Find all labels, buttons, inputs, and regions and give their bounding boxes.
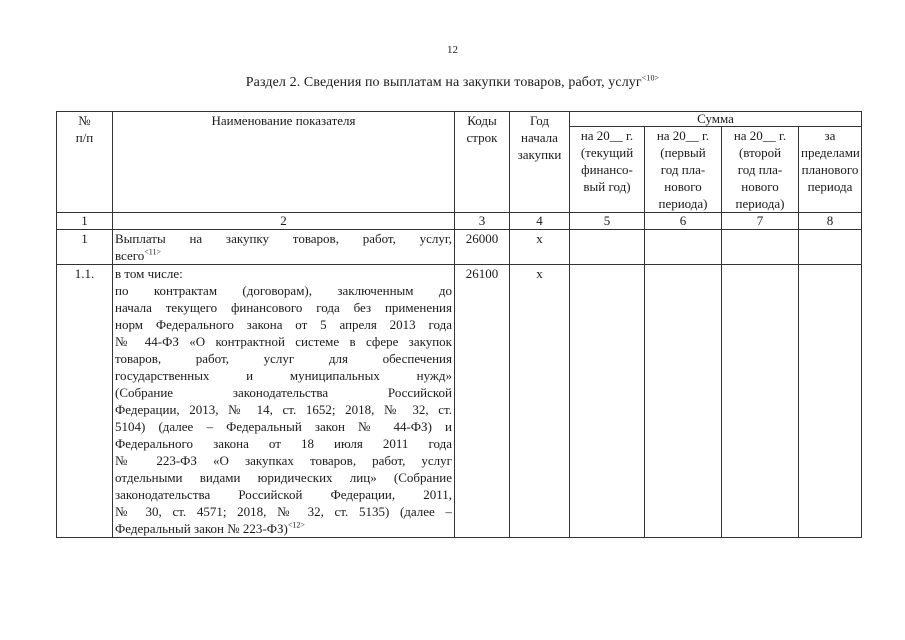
header-name: Наименование показателя <box>113 112 455 213</box>
header-beyond-plan: за пределами планового периода <box>799 127 862 213</box>
cell-first-plan-year[interactable] <box>645 230 722 265</box>
cell-beyond-plan[interactable] <box>799 265 862 538</box>
column-number: 3 <box>455 213 510 230</box>
header-first-plan-year: на 20__ г. (первый год пла- нового периода) <box>645 127 722 213</box>
header-second-plan-year: на 20__ г. (второй год пла- нового периода) <box>722 127 799 213</box>
table-row <box>57 265 862 538</box>
cell-second-plan-year[interactable] <box>722 265 799 538</box>
column-number: 6 <box>645 213 722 230</box>
header-sum: Сумма <box>570 112 862 127</box>
column-number: 4 <box>510 213 570 230</box>
row-year: x <box>510 230 570 265</box>
section-title-text: Раздел 2. Сведения по выплатам на закупки товаров, работ, услуг <box>245 75 642 90</box>
row-code: 26000 <box>455 230 510 265</box>
column-number: 1 <box>57 213 113 230</box>
cell-beyond-plan[interactable] <box>799 230 862 265</box>
cell-current-year[interactable] <box>570 230 645 265</box>
footnote-ref: <11> <box>144 247 162 257</box>
footnote-ref: <12> <box>287 520 305 530</box>
row-num: 1 <box>57 230 113 265</box>
cell-current-year[interactable] <box>570 265 645 538</box>
row-name: в том числе: по контрактам (договорам), заключенным до начала текущего финансового года без применения норм Федерального закона от 5 апреля 2013 года № 44-ФЗ «О контрактной системе в сфере закупок товаров, работ, услуг для обеспечения государственных и муниципальных нужд» (Собрание законодательства Российской Федерации, 2013, № 14, ст. 1652; 2018, № 32, ст. 5104) (далее – Федеральный закон № 44-ФЗ) и Федерального закона от 18 июля 2011 года № 223-ФЗ «О закупках товаров, работ, услуг отдельными видами юридических лиц» (Собрание законодательства Российской Федерации, 2011, № 30, ст. 4571; 2018, № 32, ст. 5135) (далее – Федеральный закон № 223-ФЗ)$^{<12>}$ <box>113 265 455 538</box>
column-number: 2 <box>113 213 455 230</box>
column-number: 5 <box>570 213 645 230</box>
section-title-note: <10> <box>641 73 660 83</box>
column-number: 7 <box>722 213 799 230</box>
row-year: x <box>510 265 570 538</box>
column-number-row <box>57 213 862 230</box>
header-row <box>57 112 862 127</box>
row-code: 26100 <box>455 265 510 538</box>
row-num: 1.1. <box>57 265 113 538</box>
page-number: 12 <box>447 44 458 56</box>
header-code: Коды строк <box>455 112 510 213</box>
row-name: Выплаты на закупку товаров, работ, услуг, всего$^{<11>}$ <box>113 230 455 265</box>
header-year: Год начала закупки <box>510 112 570 213</box>
section-title <box>0 75 905 91</box>
header-current-year: на 20__ г. (текущий финансо- вый год) <box>570 127 645 213</box>
cell-second-plan-year[interactable] <box>722 230 799 265</box>
cell-first-plan-year[interactable] <box>645 265 722 538</box>
column-number: 8 <box>799 213 862 230</box>
payments-table <box>56 111 862 538</box>
header-num: № п/п <box>57 112 113 213</box>
table-row <box>57 230 862 265</box>
